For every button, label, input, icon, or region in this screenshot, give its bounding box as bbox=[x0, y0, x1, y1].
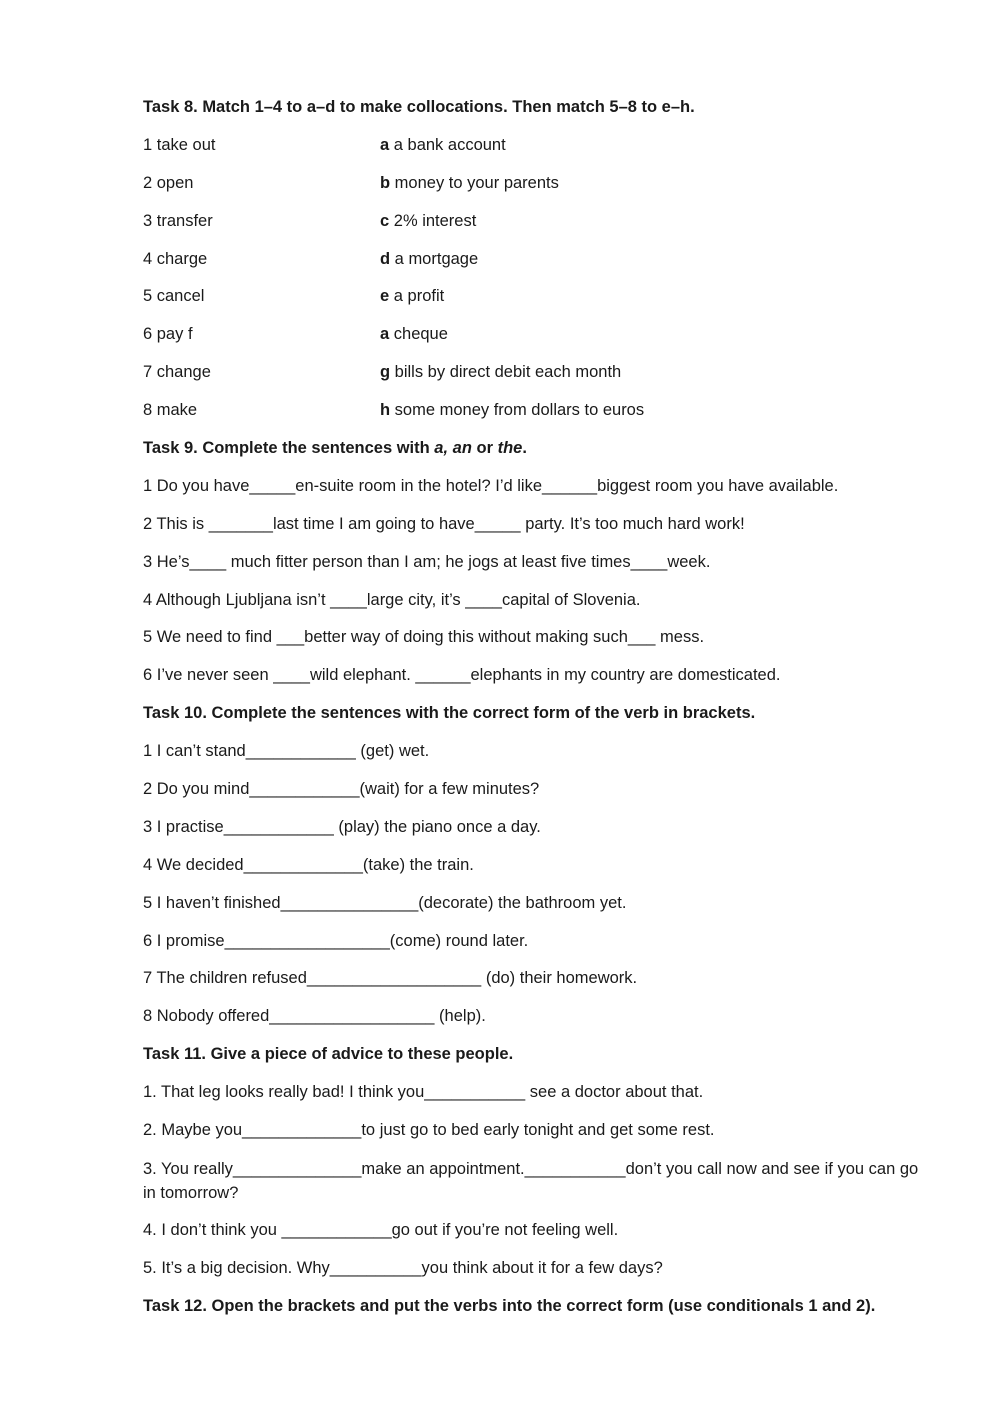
match-right-text: a mortgage bbox=[390, 249, 479, 268]
task9-title bbox=[143, 437, 923, 459]
match-letter: a bbox=[380, 325, 390, 344]
match-left-item: 4 charge bbox=[143, 249, 208, 268]
task11-sentence: 5. It’s a big decision. Why__________you think about it for a few days? bbox=[143, 1258, 663, 1277]
task9-title-the: the bbox=[497, 439, 523, 458]
match-left-item: 6 pay f bbox=[143, 325, 193, 344]
match-left-item: 2 open bbox=[143, 173, 194, 192]
task10-sentence: 7 The children refused___________________ (do) their homework. bbox=[143, 969, 638, 988]
match-right-item bbox=[380, 361, 621, 383]
match-right-item bbox=[380, 248, 478, 270]
task10-sentence: 5 I haven’t finished_______________(decorate) the bathroom yet. bbox=[143, 893, 627, 912]
match-row bbox=[143, 323, 923, 345]
task9-title-a: a, bbox=[434, 439, 449, 458]
match-right-text: a profit bbox=[389, 287, 445, 306]
match-right-text: bills by direct debit each month bbox=[390, 363, 622, 382]
task11-title: Task 11. Give a piece of advice to these people. bbox=[143, 1045, 514, 1064]
task10-sentence: 1 I can’t stand____________ (get) wet. bbox=[143, 742, 430, 761]
match-row bbox=[143, 134, 923, 156]
match-letter: h bbox=[380, 401, 391, 420]
match-left-item: 5 cancel bbox=[143, 287, 205, 306]
task10-sentence: 2 Do you mind____________(wait) for a few minutes? bbox=[143, 780, 540, 799]
task11-sentence: 4. I don’t think you ____________go out if you’re not feeling well. bbox=[143, 1220, 619, 1239]
match-left-item: 3 transfer bbox=[143, 211, 213, 230]
task12-title: Task 12. Open the brackets and put the verbs into the correct form (use conditionals 1 and 2). bbox=[143, 1296, 876, 1315]
task10-sentence: 8 Nobody offered__________________ (help). bbox=[143, 1007, 486, 1026]
task9-title-prefix: Task 9. Complete the sentences with bbox=[143, 439, 435, 458]
match-letter: d bbox=[380, 249, 391, 268]
match-left-item: 1 take out bbox=[143, 135, 216, 154]
match-letter: b bbox=[380, 173, 391, 192]
match-right-item bbox=[380, 172, 559, 194]
match-row bbox=[143, 248, 923, 270]
worksheet-page bbox=[143, 96, 923, 1333]
task11-sentence: 3. You really______________make an appointment.___________don’t you call now and see if you can go in tomorrow? bbox=[143, 1159, 919, 1202]
task8-title: Task 8. Match 1–4 to a–d to make collocations. Then match 5–8 to e–h. bbox=[143, 98, 695, 116]
match-letter: g bbox=[380, 363, 391, 382]
task9-title-end: . bbox=[522, 439, 527, 458]
match-letter: a bbox=[380, 135, 390, 154]
task10-sentence: 6 I promise__________________(come) round later. bbox=[143, 931, 529, 950]
match-right-item bbox=[380, 399, 644, 421]
match-right-item bbox=[380, 134, 506, 156]
match-row bbox=[143, 172, 923, 194]
task11-sentence: 1. That leg looks really bad! I think you___________ see a doctor about that. bbox=[143, 1083, 704, 1102]
match-letter: c bbox=[380, 211, 390, 230]
match-right-item bbox=[380, 285, 444, 307]
match-row bbox=[143, 399, 923, 421]
task11-sentence: 2. Maybe you_____________to just go to bed early tonight and get some rest. bbox=[143, 1121, 715, 1140]
task9-sentence: 5 We need to find ___better way of doing this without making such___ mess. bbox=[143, 628, 705, 647]
match-left-item: 7 change bbox=[143, 363, 211, 382]
match-right-item bbox=[380, 323, 448, 345]
match-row bbox=[143, 210, 923, 232]
task9-sentence: 3 He’s____ much fitter person than I am; he jogs at least five times____week. bbox=[143, 552, 711, 571]
task9-sentence: 1 Do you have_____en-suite room in the hotel? I’d like______biggest room you have available. bbox=[143, 476, 839, 495]
match-right-item bbox=[380, 210, 476, 232]
task9-sentence: 6 I’ve never seen ____wild elephant. ______elephants in my country are domesticated. bbox=[143, 666, 781, 685]
match-right-text: 2% interest bbox=[389, 211, 477, 230]
task10-title: Task 10. Complete the sentences with the correct form of the verb in brackets. bbox=[143, 704, 756, 723]
match-right-text: cheque bbox=[389, 325, 448, 344]
task9-sentence: 4 Although Ljubljana isn’t ____large city, it’s ____capital of Slovenia. bbox=[143, 590, 641, 609]
task9-sentence: 2 This is _______last time I am going to have_____ party. It’s too much hard work! bbox=[143, 514, 745, 533]
task9-title-an: an bbox=[452, 439, 472, 458]
match-row bbox=[143, 361, 923, 383]
match-right-text: a bank account bbox=[389, 135, 506, 154]
match-right-text: money to your parents bbox=[390, 173, 559, 192]
match-right-text: some money from dollars to euros bbox=[390, 401, 645, 420]
match-row bbox=[143, 285, 923, 307]
task10-sentence: 3 I practise____________ (play) the piano once a day. bbox=[143, 817, 541, 836]
match-letter: e bbox=[380, 287, 390, 306]
match-left-item: 8 make bbox=[143, 401, 198, 420]
task9-title-or: or bbox=[471, 439, 498, 458]
task10-sentence: 4 We decided_____________(take) the train. bbox=[143, 855, 474, 874]
